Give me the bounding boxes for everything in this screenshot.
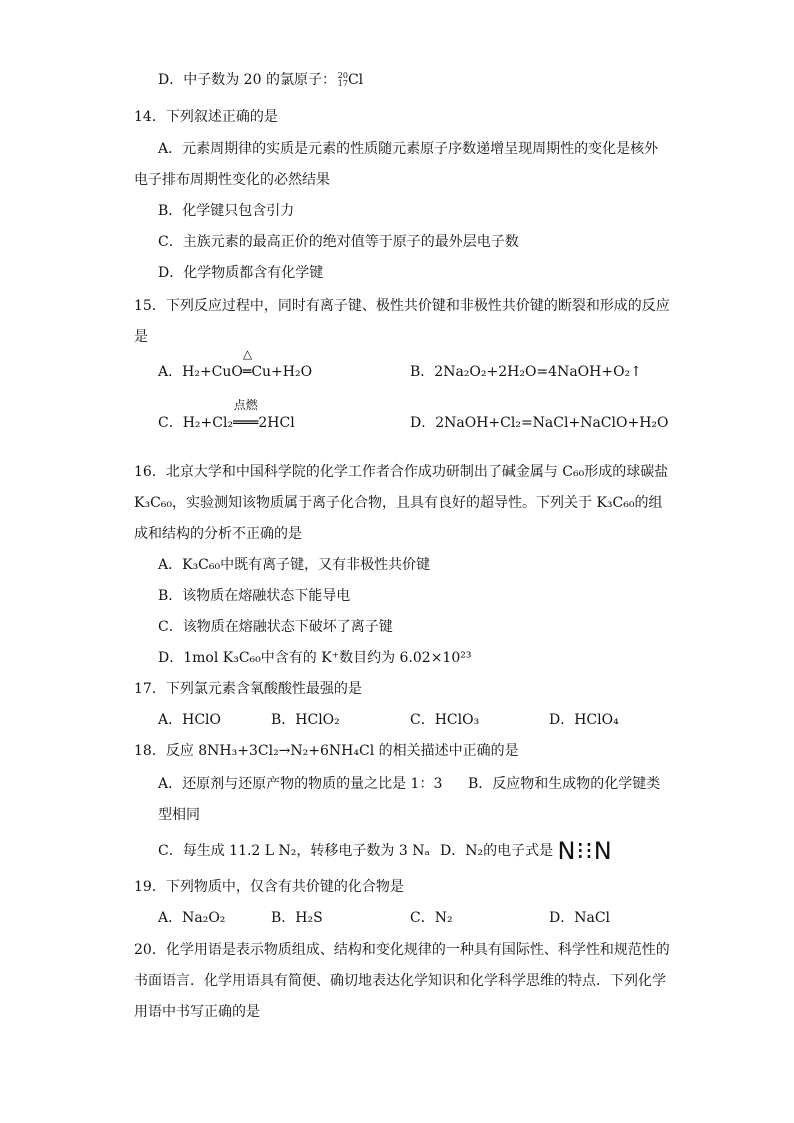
q17-option-b: B．HClO₂	[271, 712, 340, 728]
n2-electron-dot-structure: N⁝⁝N	[557, 837, 613, 865]
q16-option-b: B．该物质在熔融状态下能导电	[158, 588, 351, 604]
q14-option-b: B．化学键只包含引力	[158, 203, 295, 219]
q18-option-b-line2: 型相同	[158, 807, 200, 823]
mass-number: 20	[337, 71, 348, 80]
q14-option-c: C．主族元素的最高正价的绝对值等于原子的最外层电子数	[158, 234, 519, 250]
condition-text: △	[242, 347, 253, 361]
q18-option-c: C．每生成 11.2 L N₂，转移电子数为 3 Nₐ	[158, 843, 430, 859]
q15-option-c	[158, 398, 295, 433]
atomic-number: 17	[337, 79, 348, 88]
q18-stem: 18．反应 8NH₃+3Cl₂→N₂+6NH₄Cl 的相关描述中正确的是	[134, 743, 519, 759]
q19-option-d: D．NaCl	[549, 910, 611, 926]
q18-option-d	[440, 837, 613, 865]
q19-option-a: A．Na₂O₂	[158, 910, 226, 926]
q16-option-a: A．K₃C₆₀中既有离子键，又有非极性共价键	[158, 557, 431, 573]
q15-option-a	[158, 347, 313, 382]
option-d-text: D．N₂的电子式是	[440, 843, 554, 859]
q16-option-c: C．该物质在熔融状态下破坏了离子键	[158, 619, 393, 635]
q14-option-a-line1: A．元素周期律的实质是元素的性质随元素原子序数递增呈现周期性的变化是核外	[158, 141, 659, 157]
q15-option-d: D．2NaOH+Cl₂=NaCl+NaClO+H₂O	[410, 415, 669, 431]
q15-option-b: B．2Na₂O₂+2H₂O=4NaOH+O₂↑	[410, 364, 642, 380]
q15-stem-line1: 15．下列反应过程中，同时有离子键、极性共价键和非极性共价键的断裂和形成的反应	[134, 298, 670, 314]
reactants: H₂+Cl₂	[182, 415, 234, 431]
q17-option-c: C．HClO₃	[410, 712, 480, 728]
q14-stem: 14．下列叙述正确的是	[134, 109, 278, 125]
q16-option-d: D．1mol K₃C₆₀中含有的 K⁺数目约为 6.02×10²³	[158, 650, 472, 666]
q19-option-c: C．N₂	[410, 910, 453, 926]
q14-option-a-line2: 电子排布周期性变化的必然结果	[134, 172, 330, 188]
q17-option-d: D．HClO₄	[549, 712, 619, 728]
ignite-condition: 点燃 ═══	[233, 398, 259, 431]
element-symbol: Cl	[347, 72, 364, 88]
q15-stem-line2: 是	[134, 329, 148, 345]
products: Cu+H₂O	[251, 364, 313, 380]
q18-option-a: A．还原剂与还原产物的物质的量之比是 1：3	[158, 776, 443, 792]
isotope-notation	[336, 70, 348, 90]
condition-text: 点燃	[233, 398, 258, 412]
option-label: C．	[158, 415, 183, 431]
q13-option-d	[158, 70, 363, 90]
q18-option-b-line1: B．反应物和生成物的化学键类	[468, 776, 661, 792]
q16-stem-line3: 成和结构的分析不正确的是	[134, 526, 302, 542]
q17-option-a: A．HClO	[158, 712, 221, 728]
q19-stem: 19．下列物质中，仅含有共价键的化合物是	[134, 879, 404, 895]
option-label: A．	[158, 364, 183, 380]
q13-option-d-text: D．中子数为 20 的氯原子：	[158, 72, 336, 88]
q17-stem: 17．下列氯元素含氧酸酸性最强的是	[134, 681, 362, 697]
q14-option-d: D．化学物质都含有化学键	[158, 265, 324, 281]
heat-condition: △ ═	[242, 347, 253, 380]
q16-stem-line1: 16．北京大学和中国科学院的化学工作者合作成功研制出了碱金属与 C₆₀形成的球碳盐	[134, 464, 669, 480]
q20-stem-line2: 书面语言．化学用语具有简便、确切地表达化学知识和化学科学思维的特点．下列化学	[134, 973, 666, 989]
q16-stem-line2: K₃C₆₀，实验测知该物质属于离子化合物，且具有良好的超导性。下列关于 K₃C₆₀的组	[134, 495, 663, 511]
q20-stem-line1: 20．化学用语是表示物质组成、结构和变化规律的一种具有国际性、科学性和规范性的	[134, 942, 670, 958]
products: 2HCl	[258, 415, 295, 431]
reactants: H₂+CuO	[182, 364, 243, 380]
q20-stem-line3: 用语中书写正确的是	[134, 1004, 260, 1020]
q19-option-b: B．H₂S	[271, 910, 323, 926]
